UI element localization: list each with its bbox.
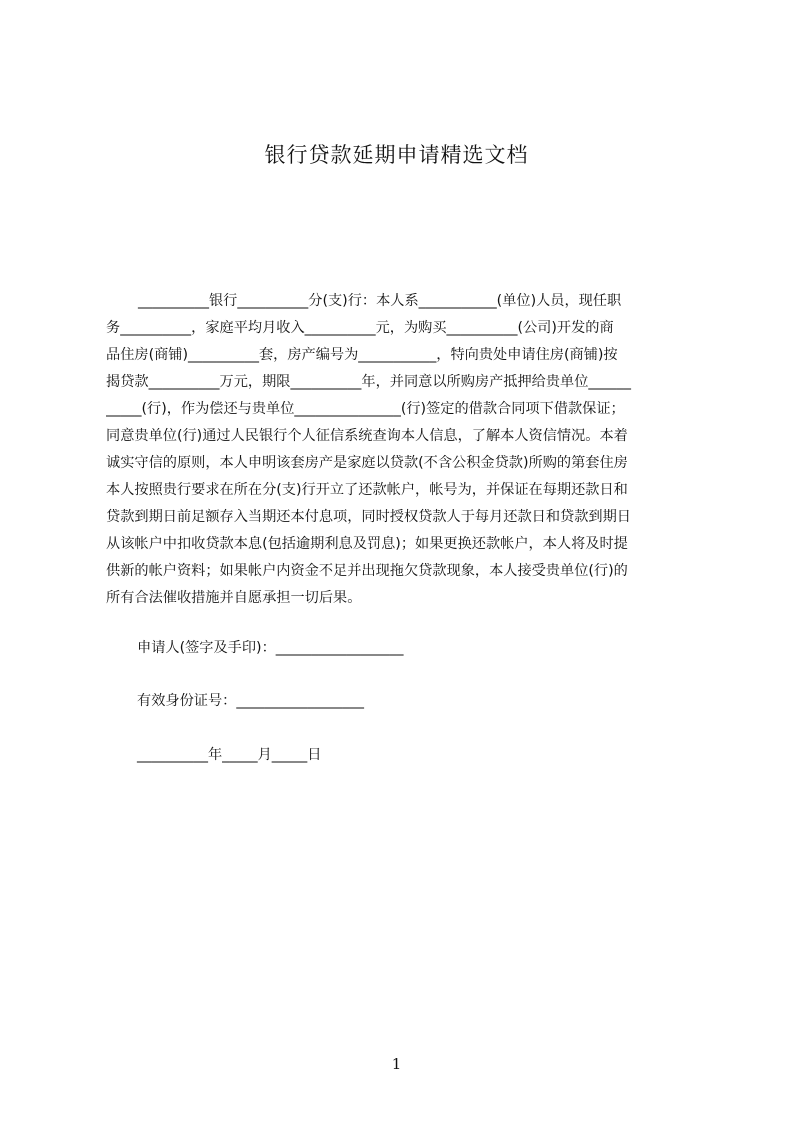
- body-line: _____(行)，作为偿还与贵单位_______________(行)签定的借款合同项下借款保证；: [106, 401, 625, 417]
- body-line: 诚实守信的原则，本人申明该套房产是家庭以贷款(不含公积金贷款)所购的第套住房: [106, 455, 628, 471]
- applicant-signature-line: 申请人(签字及手印)：__________________: [137, 640, 404, 656]
- body-line: 品住房(商铺)__________套，房产编号为___________，特向贵处申请住房(商铺)按: [106, 347, 618, 363]
- body-line: 供新的帐户资料；如果帐户内资金不足并出现拖欠贷款现象，本人接受贵单位(行)的: [106, 563, 628, 579]
- body-line: 同意贵单位(行)通过人民银行个人征信系统查询本人信息，了解本人资信情况。本着: [106, 428, 628, 444]
- body-line: __________银行__________分(支)行：本人系___________(单位)人员，现任职: [138, 293, 622, 309]
- body-line: 贷款到期日前足额存入当期还本付息项，同时授权贷款人于每月还款日和贷款到期日: [106, 509, 631, 525]
- date-line: __________年_____月_____日: [137, 747, 322, 763]
- body-line: 务__________，家庭平均月收入__________元，为购买__________(公司)开发的商: [106, 320, 614, 336]
- page-number: 1: [391, 1055, 402, 1073]
- body-line: 从该帐户中扣收贷款本息(包括逾期利息及罚息)；如果更换还款帐户，本人将及时提: [106, 536, 628, 552]
- document-title: 银行贷款延期申请精选文档: [264, 143, 529, 167]
- body-line: 所有合法催收措施并自愿承担一切后果。: [106, 590, 362, 606]
- application-body: [106, 288, 698, 612]
- body-line: 本人按照贵行要求在所在分(支)行开立了还款帐户，帐号为，并保证在每期还款日和: [106, 482, 628, 498]
- body-line: 揭贷款__________万元，期限__________年，并同意以所购房产抵押给贵单位______: [106, 374, 631, 390]
- id-number-line: 有效身份证号：__________________: [137, 693, 365, 709]
